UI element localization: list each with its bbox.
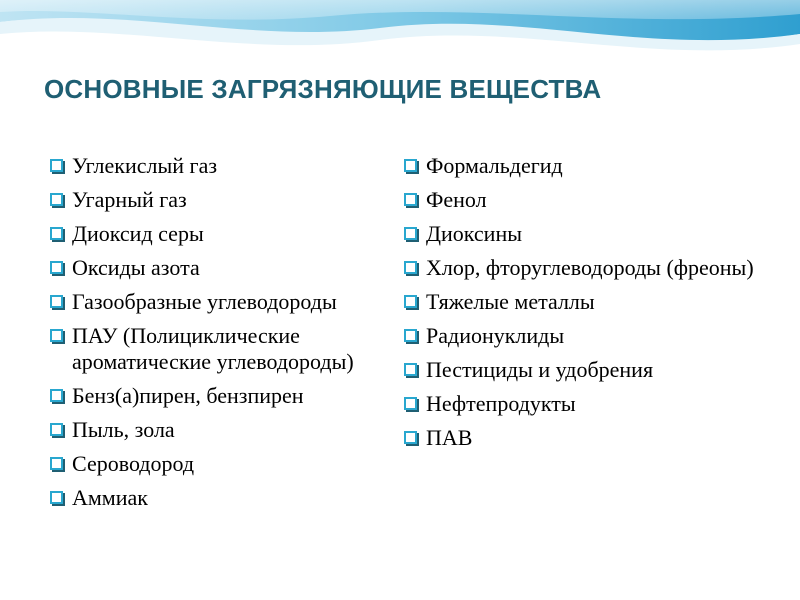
list-item-label: Газообразные углеводороды <box>72 289 337 314</box>
checkbox-bullet-icon <box>404 261 417 274</box>
checkbox-bullet-icon <box>50 227 63 240</box>
header-wave-decoration <box>0 0 800 80</box>
list-item <box>48 485 398 511</box>
pollutants-list-right <box>402 153 762 459</box>
list-item <box>48 255 398 281</box>
checkbox-bullet-icon <box>50 491 63 504</box>
checkbox-bullet-icon <box>50 295 63 308</box>
list-item <box>48 187 398 213</box>
list-item <box>402 357 762 383</box>
list-item <box>48 153 398 179</box>
checkbox-bullet-icon <box>50 193 63 206</box>
checkbox-bullet-icon <box>50 261 63 274</box>
checkbox-bullet-icon <box>50 457 63 470</box>
list-item-label: Тяжелые металлы <box>426 289 595 314</box>
list-item-label: Оксиды азота <box>72 255 200 280</box>
list-item-label: Радионуклиды <box>426 323 565 348</box>
list-item-label: Аммиак <box>72 485 148 510</box>
list-item <box>48 323 398 375</box>
checkbox-bullet-icon <box>404 227 417 240</box>
list-item <box>402 289 762 315</box>
checkbox-bullet-icon <box>50 423 63 436</box>
list-item-label: Углекислый газ <box>72 153 218 178</box>
checkbox-bullet-icon <box>404 363 417 376</box>
list-item-label: Фенол <box>426 187 487 212</box>
checkbox-bullet-icon <box>404 193 417 206</box>
list-item <box>48 451 398 477</box>
list-item <box>402 323 762 349</box>
list-item-label: Пыль, зола <box>72 417 175 442</box>
list-item <box>402 391 762 417</box>
list-item <box>402 187 762 213</box>
checkbox-bullet-icon <box>404 397 417 410</box>
list-item <box>48 221 398 247</box>
list-item-label: ПАУ (Полициклические ароматические углеводороды) <box>72 323 354 374</box>
checkbox-bullet-icon <box>404 431 417 444</box>
checkbox-bullet-icon <box>50 159 63 172</box>
checkbox-bullet-icon <box>50 389 63 402</box>
checkbox-bullet-icon <box>404 159 417 172</box>
list-item <box>402 425 762 451</box>
list-item <box>402 221 762 247</box>
pollutants-list-left <box>48 153 398 519</box>
list-item-label: Нефтепродукты <box>426 391 576 416</box>
list-item-label: Диоксины <box>426 221 523 246</box>
list-item <box>48 289 398 315</box>
list-item <box>402 255 762 281</box>
list-item-label: Сероводород <box>72 451 195 476</box>
list-item-label: Пестициды и удобрения <box>426 357 654 382</box>
slide-title: ОСНОВНЫЕ ЗАГРЯЗНЯЮЩИЕ ВЕЩЕСТВА <box>44 74 602 104</box>
list-item-label: Формальдегид <box>426 153 563 178</box>
checkbox-bullet-icon <box>50 329 63 342</box>
list-item-label: Бенз(а)пирен, бензпирен <box>72 383 304 408</box>
checkbox-bullet-icon <box>404 329 417 342</box>
checkbox-bullet-icon <box>404 295 417 308</box>
list-item-label: Диоксид серы <box>72 221 204 246</box>
list-item-label: Угарный газ <box>72 187 187 212</box>
list-item-label: Хлор, фторуглеводороды (фреоны) <box>426 255 754 280</box>
list-item <box>402 153 762 179</box>
list-item <box>48 383 398 409</box>
list-item-label: ПАВ <box>426 425 473 450</box>
list-item <box>48 417 398 443</box>
